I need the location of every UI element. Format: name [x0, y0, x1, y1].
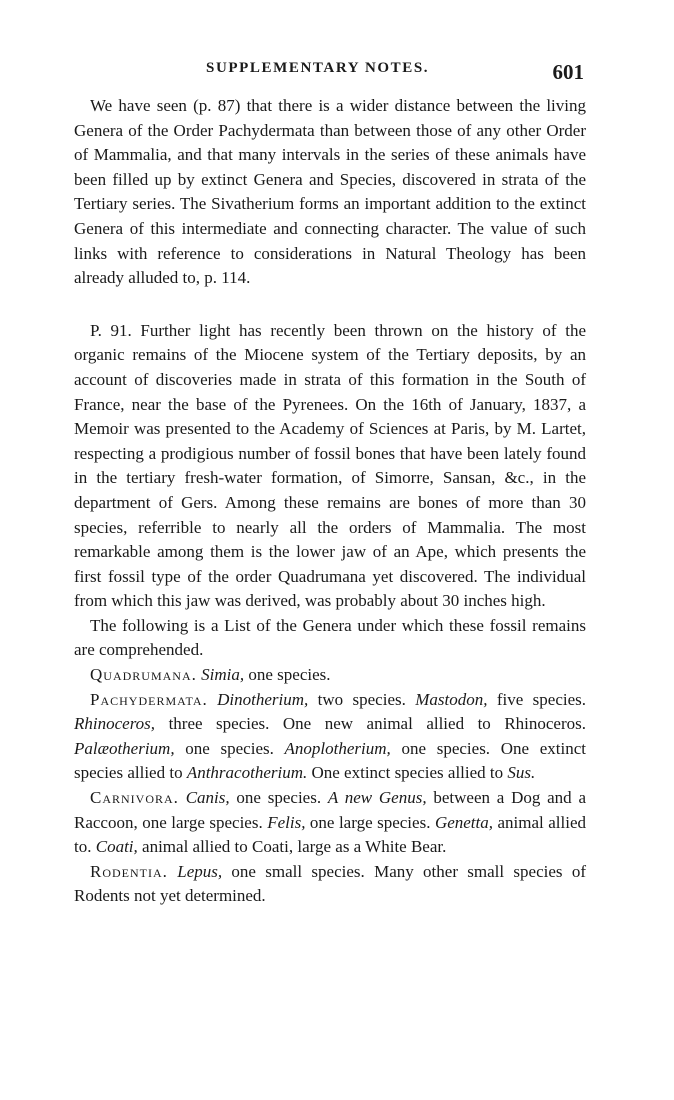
list-text: two species.	[308, 689, 416, 709]
page	[74, 54, 586, 909]
genus-name: Simia,	[201, 665, 245, 685]
page-number: 601	[552, 60, 584, 84]
genus-name: Palæotherium,	[74, 738, 175, 758]
genus-name: Coati,	[95, 837, 138, 857]
genus-name: A new Genus,	[327, 788, 427, 808]
list-text: One extinct species allied to	[307, 763, 508, 783]
running-head	[74, 54, 586, 94]
genus-name: Lepus,	[177, 861, 223, 881]
genus-name: Anthracotherium.	[186, 763, 308, 783]
list-text: animal allied to Coati, large as a White Bear.	[137, 837, 447, 857]
list-text: one species.	[244, 665, 331, 685]
list-text: one small species. Many other small species of Rodents not yet determined.	[74, 861, 586, 906]
list-item-pachydermata	[74, 688, 586, 786]
list-item-quadrumana	[74, 663, 586, 688]
paragraph-miocene-discoveries: P. 91. Further light has recently been thrown on the history of the organic remains of the Miocene system of the Tertiary deposits, by an account of discoveries made in strata of this formation in the South of France, near the base of the Pyrenees. On the 16th of January, 1837, a Memoir was presented to the Academy of Sciences at Paris, by M. Lartet, respecting a prodigious number of fossil bones that have been lately found in the tertiary fresh-water formation, of Simorre, Sansan, &c., in the department of Gers. Among these remains are bones of more than 30 species, referrible to nearly all the orders of Mammalia. The most remarkable among them is the lower jaw of an Ape, which presents the first fossil type of the order Quadrumana yet discovered. The individual from which this jaw was derived, was probably about 30 inches high.	[74, 320, 586, 611]
list-item-rodentia	[74, 860, 586, 909]
list-text: five species.	[487, 689, 586, 709]
genus-name: Dinotherium,	[217, 689, 309, 709]
genus-name: Genetta,	[434, 812, 494, 832]
genus-name: Mastodon,	[415, 689, 488, 709]
genus-name: Sus.	[507, 763, 536, 783]
list-text: three species. One new animal allied to Rhinoceros.	[155, 714, 586, 734]
list-text: one species. One extinct species allied to	[74, 738, 587, 783]
running-title: SUPPLEMENTARY NOTES.	[206, 60, 430, 76]
list-text: one species.	[174, 738, 285, 758]
paragraph-pachydermata-distance: We have seen (p. 87) that there is a wider distance between the living Genera of the Order Pachydermata than between those of any other Order of Mammalia, and that many intervals in the series of these animals have been filled up by extinct Genera and Species, discovered in strata of the Tertiary series. The Sivatherium forms an important addition to the extinct Genera of this intermediate and connecting character. The value of such links with reference to considerations in Natural Theology has been already alluded to, p. 114.	[74, 96, 586, 288]
list-text: between a Dog and a Raccoon, one large species.	[74, 788, 586, 832]
order-name: Quadrumana.	[90, 665, 197, 685]
list-item-carnivora	[74, 786, 586, 860]
paragraph-list-intro: The following is a List of the Genera under which these fossil remains are comprehended.	[74, 615, 586, 660]
genus-name: Canis,	[185, 788, 230, 808]
list-text: animal allied to.	[74, 812, 586, 857]
list-text: one species.	[229, 788, 328, 808]
order-name: Carnivora.	[90, 788, 179, 808]
genus-name: Felis,	[267, 812, 306, 832]
order-name: Pachydermata.	[90, 689, 208, 709]
order-name: Rodentia.	[90, 861, 168, 881]
genus-name: Rhinoceros,	[74, 714, 156, 734]
list-text: one large species.	[305, 812, 435, 832]
genus-name: Anoplotherium,	[284, 738, 391, 758]
